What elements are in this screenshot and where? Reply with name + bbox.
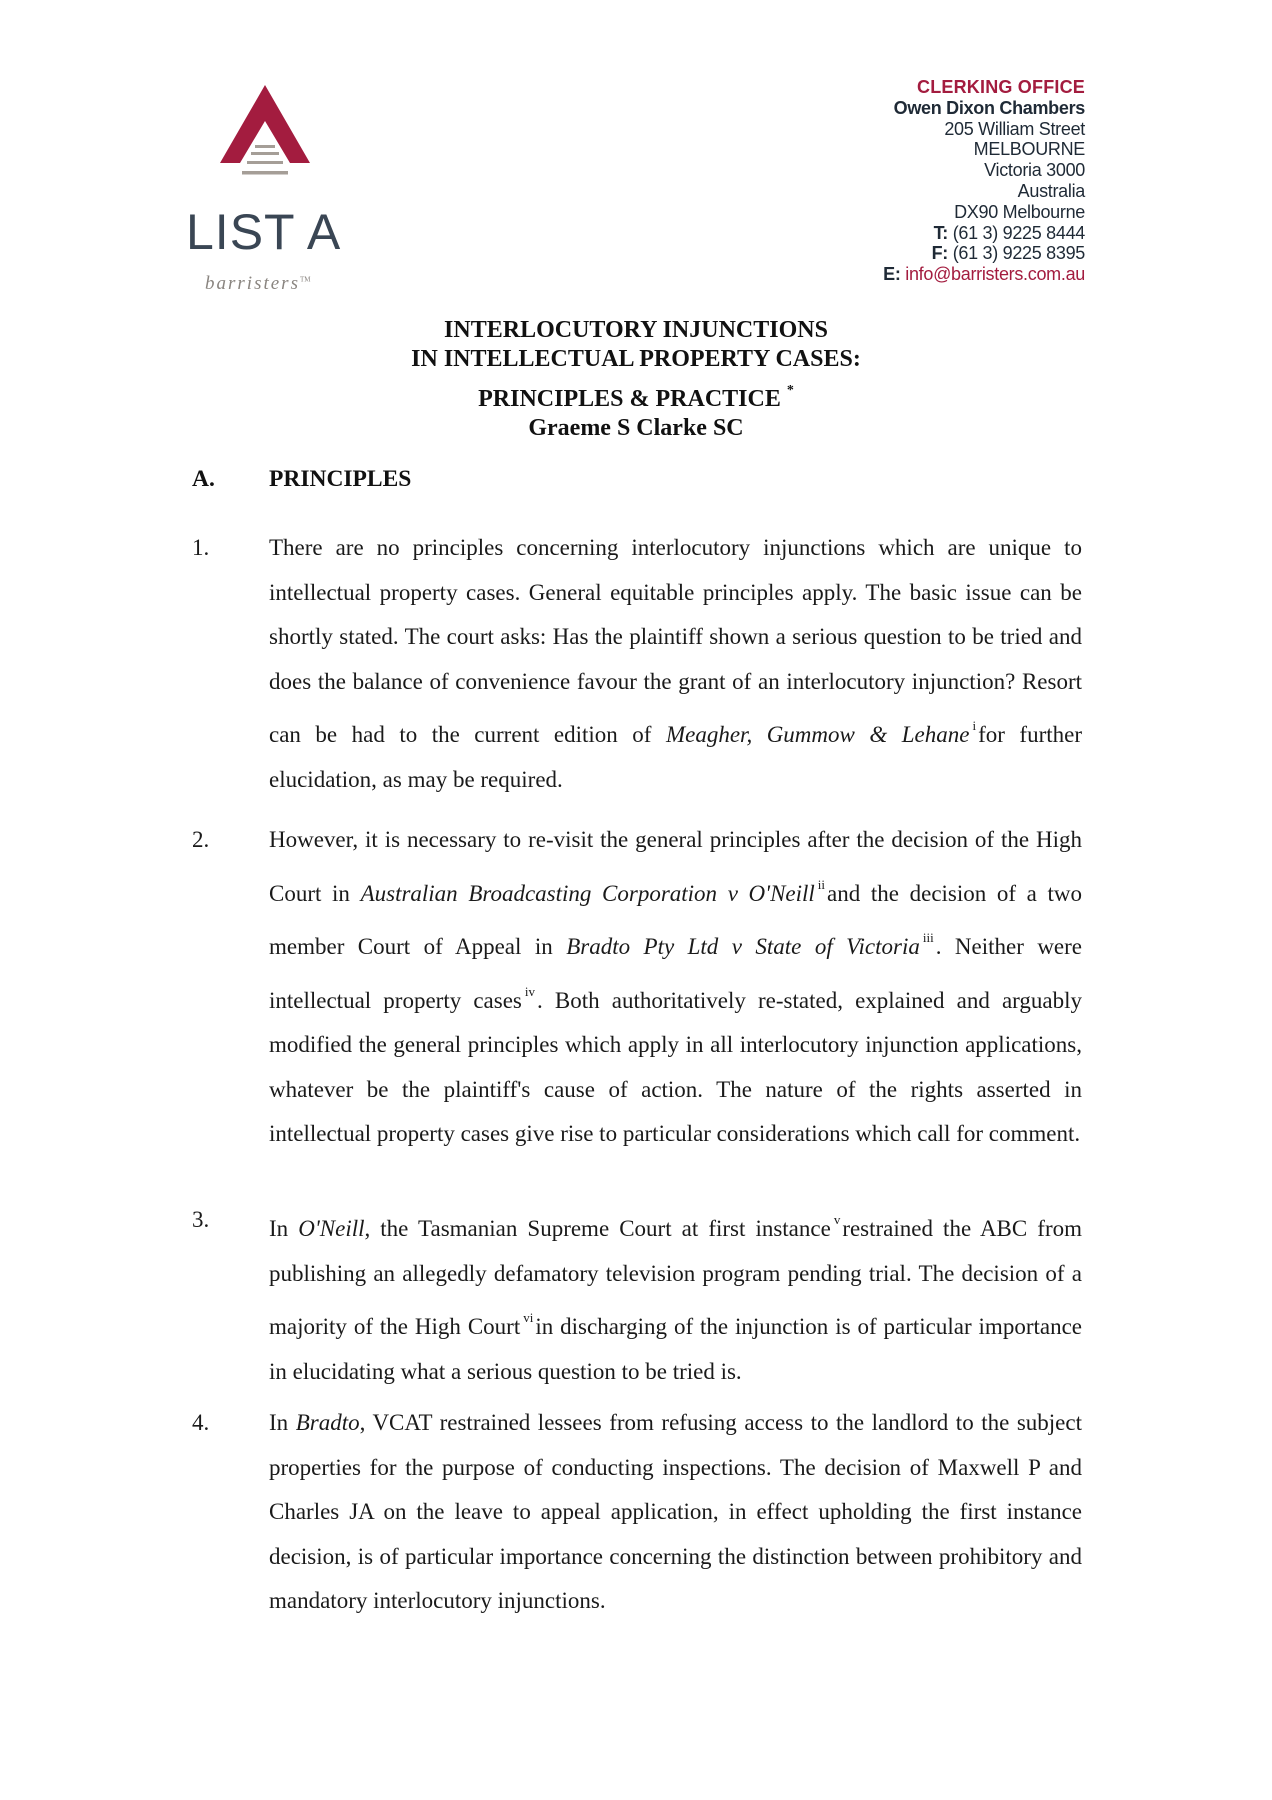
text-run: In: [269, 1216, 299, 1241]
paragraph-text: [269, 1401, 1082, 1624]
address-line: MELBOURNE: [973, 139, 1085, 160]
title-line-3: [0, 376, 1272, 414]
triangle-steps-icon: [220, 85, 310, 190]
clerking-office-address: [883, 77, 1085, 285]
paragraph-text: [269, 818, 1082, 1157]
title-line-1: INTERLOCUTORY INJUNCTIONS: [444, 317, 828, 343]
list-a-logo: [180, 85, 360, 300]
footnote-marker[interactable]: iv: [524, 983, 536, 999]
author-name: Graeme S Clarke SC: [528, 415, 744, 441]
title-footnote-marker[interactable]: *: [786, 383, 794, 398]
footnote-marker[interactable]: iii: [922, 930, 934, 945]
case-citation: Meagher, Gummow & Lehane: [665, 722, 970, 747]
case-citation: Bradto Pty Ltd v State of Victoria: [566, 934, 920, 959]
text-run: restrained the ABC from publishing an allegedly defamatory television program pending trial. The decision of a majority of the High Court: [269, 1216, 1083, 1339]
footnote-marker[interactable]: i: [972, 718, 977, 733]
phone-line: [883, 223, 1085, 244]
case-citation: Bradto: [295, 1410, 360, 1435]
title-line-3-text: PRINCIPLES & PRACTICE: [478, 386, 781, 412]
section-title: PRINCIPLES: [269, 466, 412, 492]
office-name: Owen Dixon Chambers: [893, 97, 1085, 118]
case-citation: O'Neill: [298, 1216, 365, 1241]
title-line-2: IN INTELLECTUAL PROPERTY CASES:: [411, 346, 861, 372]
paragraph-number: 3.: [192, 1207, 210, 1232]
text-run: in discharging of the injunction is of particular importance in elucidating what a serious question to be tried is.: [269, 1314, 1082, 1384]
email-line: [883, 264, 1085, 285]
phone-number: (61 3) 9225 8444: [952, 222, 1085, 243]
phone-label: T:: [933, 222, 948, 243]
section-number: A.: [192, 466, 215, 492]
address-line: 205 William Street: [944, 118, 1085, 139]
fax-number: (61 3) 9225 8395: [952, 243, 1085, 264]
paragraph-text: [269, 526, 1082, 802]
address-line: DX90 Melbourne: [954, 201, 1085, 222]
text-run: , VCAT restrained lessees from refusing access to the landlord to the subject properties for the purpose of conducting inspections. The decision of Maxwell P and Charles JA on the leave to appeal application, in effect upholding the first instance decision, is of particular importance concerning the distinction between prohibitory and mandatory interlocutory injunctions.: [269, 1410, 1082, 1613]
paragraph-number: 1.: [192, 535, 210, 560]
address-line: Australia: [1017, 180, 1085, 201]
email-label: E:: [883, 264, 901, 285]
trademark-mark: TM: [299, 275, 311, 284]
text-run: and the decision of a two member Court of Appeal in: [269, 880, 1083, 959]
address-line: Victoria 3000: [984, 160, 1085, 181]
footnote-marker[interactable]: v: [833, 1212, 841, 1227]
text-run: There are no principles concerning interlocutory injunctions which are unique to intellectual property cases. General equitable principles apply. The basic issue can be shortly stated. The court asks: Has the plaintiff shown a serious question to be tried and does the balance of convenience favour the grant of an interlocutory injunction? Resort can be had to the current edition of: [269, 535, 1082, 747]
logo-tagline: [205, 273, 310, 295]
fax-line: [883, 243, 1085, 264]
office-title: CLERKING OFFICE: [917, 77, 1085, 97]
document-title: [0, 316, 1272, 443]
text-run: . Both authoritatively re-stated, explained and arguably modified the general principles which apply in all interlocutory injunction applications, whatever be the plaintiff's cause of action. The nature of the rights asserted in intellectual property cases give rise to particular considerations which call for comment.: [269, 987, 1082, 1146]
text-run: In: [269, 1410, 296, 1435]
logo-wordmark: LIST A: [186, 204, 342, 260]
text-run: , the Tasmanian Supreme Court at first instance: [364, 1216, 831, 1241]
text-run: However, it is necessary to re-visit the general principles after the decision of the High Court in: [269, 827, 1082, 906]
logo-tagline-text: barristers: [205, 273, 300, 294]
paragraph-number: 2.: [192, 827, 210, 852]
text-run: for further elucidation, as may be required.: [269, 722, 1082, 792]
paragraph-number: 4.: [192, 1410, 210, 1435]
email-link[interactable]: info@barristers.com.au: [905, 264, 1085, 285]
footnote-marker[interactable]: ii: [817, 876, 826, 892]
text-run: . Neither were intellectual property cases: [269, 934, 1082, 1013]
fax-label: F:: [931, 243, 948, 264]
footnote-marker[interactable]: vi: [523, 1310, 534, 1325]
paragraph-text: [269, 1198, 1082, 1394]
case-citation: Australian Broadcasting Corporation v O'Neill: [360, 880, 815, 906]
